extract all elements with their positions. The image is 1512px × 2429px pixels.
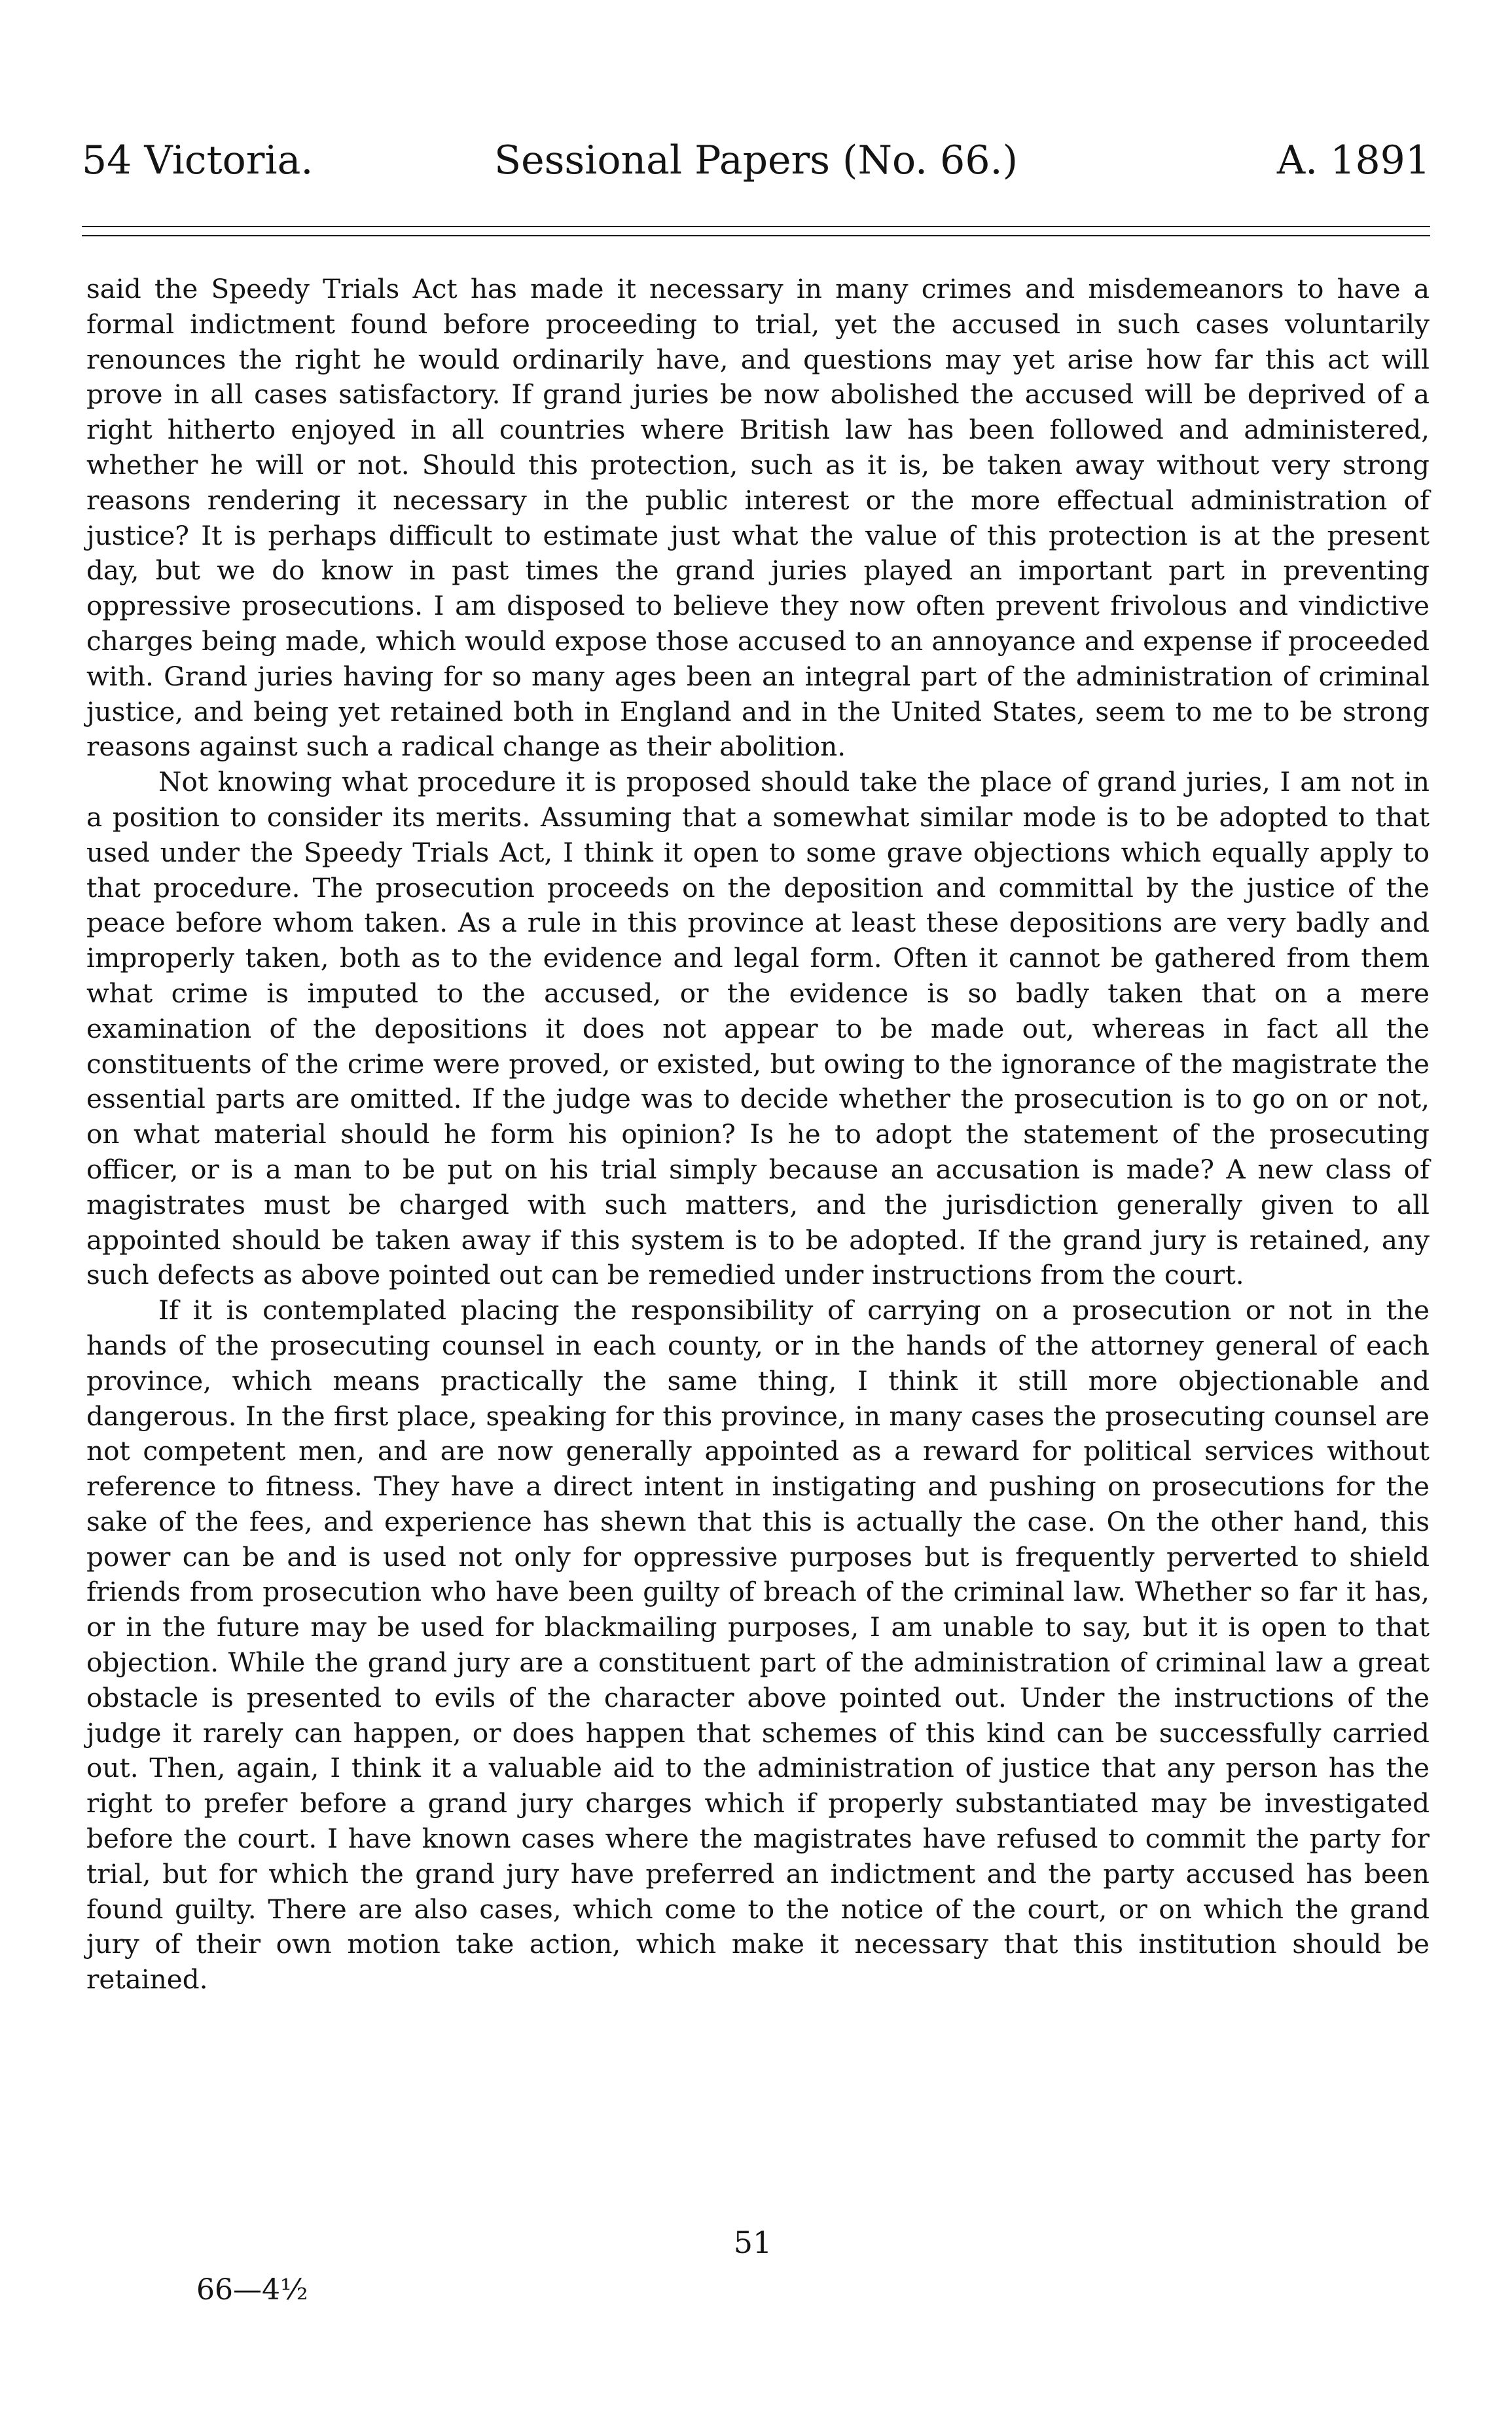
- header-year: A. 1891: [1276, 137, 1430, 183]
- paragraph-2: Not knowing what procedure it is proposed should take the place of grand juries, I am not in a position to consider its merits. Assuming that a somewhat similar mode is to be adopted to that used under the Speedy Trials Act, I think it open to some grave objections which equally apply to that procedure. The prosecution proceeds on the deposition and committal by the justice of the peace before whom taken. As a rule in this province at least these depositions are very badly and improperly taken, both as to the evidence and legal form. Often it cannot be gathered from them what crime is imputed to the accused, or the evidence is so badly taken that on a mere examination of the depositions it does not appear to be made out, whereas in fact all the constituents of the crime were proved, or existed, but owing to the ignorance of the magistrate the essential parts are omitted. If the judge was to decide whether the prosecution is to go on or not, on what material should he form his opinion? Is he to adopt the statement of the prosecuting officer, or is a man to be put on his trial simply because an accusation is made? A new class of magistrates must be charged with such matters, and the jurisdiction generally given to all appointed should be taken away if this system is to be adopted. If the grand jury is retained, any such defects as above pointed out can be remedied under instructions from the court.: [86, 766, 1430, 1291]
- header-title: Sessional Papers (No. 66.): [494, 137, 1018, 183]
- paragraph-1: said the Speedy Trials Act has made it necessary in many crimes and misdemeanors to have a formal indictment found before proceeding to trial, yet the accused in such cases voluntarily renounces the right he would ordinarily have, and questions may yet arise how far this act will prove in all cases satisfactory. If grand juries be now abolished the accused will be deprived of a right hitherto enjoyed in all countries where British law has been followed and administered, whether he will or not. Should this protection, such as it is, be taken away without very strong reasons rendering it necessary in the public interest or the more effectual administration of justice? It is perhaps difficult to estimate just what the value of this protection is at the present day, but we do know in past times the grand juries played an important part in preventing oppressive prosecutions. I am disposed to believe they now often prevent frivolous and vindictive charges being made, which would expose those accused to an annoyance and expense if proceeded with. Grand juries having for so many ages been an integral part of the administration of criminal justice, and being yet retained both in England and in the United States, seem to me to be strong reasons against such a radical change as their abolition.: [86, 273, 1430, 763]
- header-rule-bottom: [82, 235, 1430, 236]
- header-rule-top: [82, 226, 1430, 227]
- page-number: 51: [733, 2225, 772, 2260]
- header-volume: 54 Victoria.: [82, 137, 314, 183]
- body-text: [86, 272, 1430, 1998]
- running-header: [82, 131, 1430, 190]
- paragraph-3: If it is contemplated placing the responsibility of carrying on a prosecution or not in the hands of the prosecuting counsel in each county, or in the hands of the attorney general of each province, which means practically the same thing, I think it still more objectionable and dangerous. In the first place, speaking for this province, in many cases the prosecuting counsel are not competent men, and are now generally appointed as a reward for political services without reference to fitness. They have a direct intent in instigating and pushing on prosecutions for the sake of the fees, and experience has shewn that this is actually the case. On the other hand, this power can be and is used not only for oppressive purposes but is frequently perverted to shield friends from prosecution who have been guilty of breach of the criminal law. Whether so far it has, or in the future may be used for blackmailing purposes, I am unable to say, but it is open to that objection. While the grand jury are a constituent part of the administration of criminal law a great obstacle is presented to evils of the character above pointed out. Under the instructions of the judge it rarely can happen, or does happen that schemes of this kind can be successfully carried out. Then, again, I think it a valuable aid to the administration of justice that any person has the right to prefer before a grand jury charges which if properly substantiated may be investigated before the court. I have known cases where the magistrates have refused to commit the party for trial, but for which the grand jury have preferred an indictment and the party accused has been found guilty. There are also cases, which come to the notice of the court, or on which the grand jury of their own motion take action, which make it necessary that this institution should be retained.: [86, 1294, 1430, 1996]
- printer-signature: 66—4½: [196, 2273, 308, 2307]
